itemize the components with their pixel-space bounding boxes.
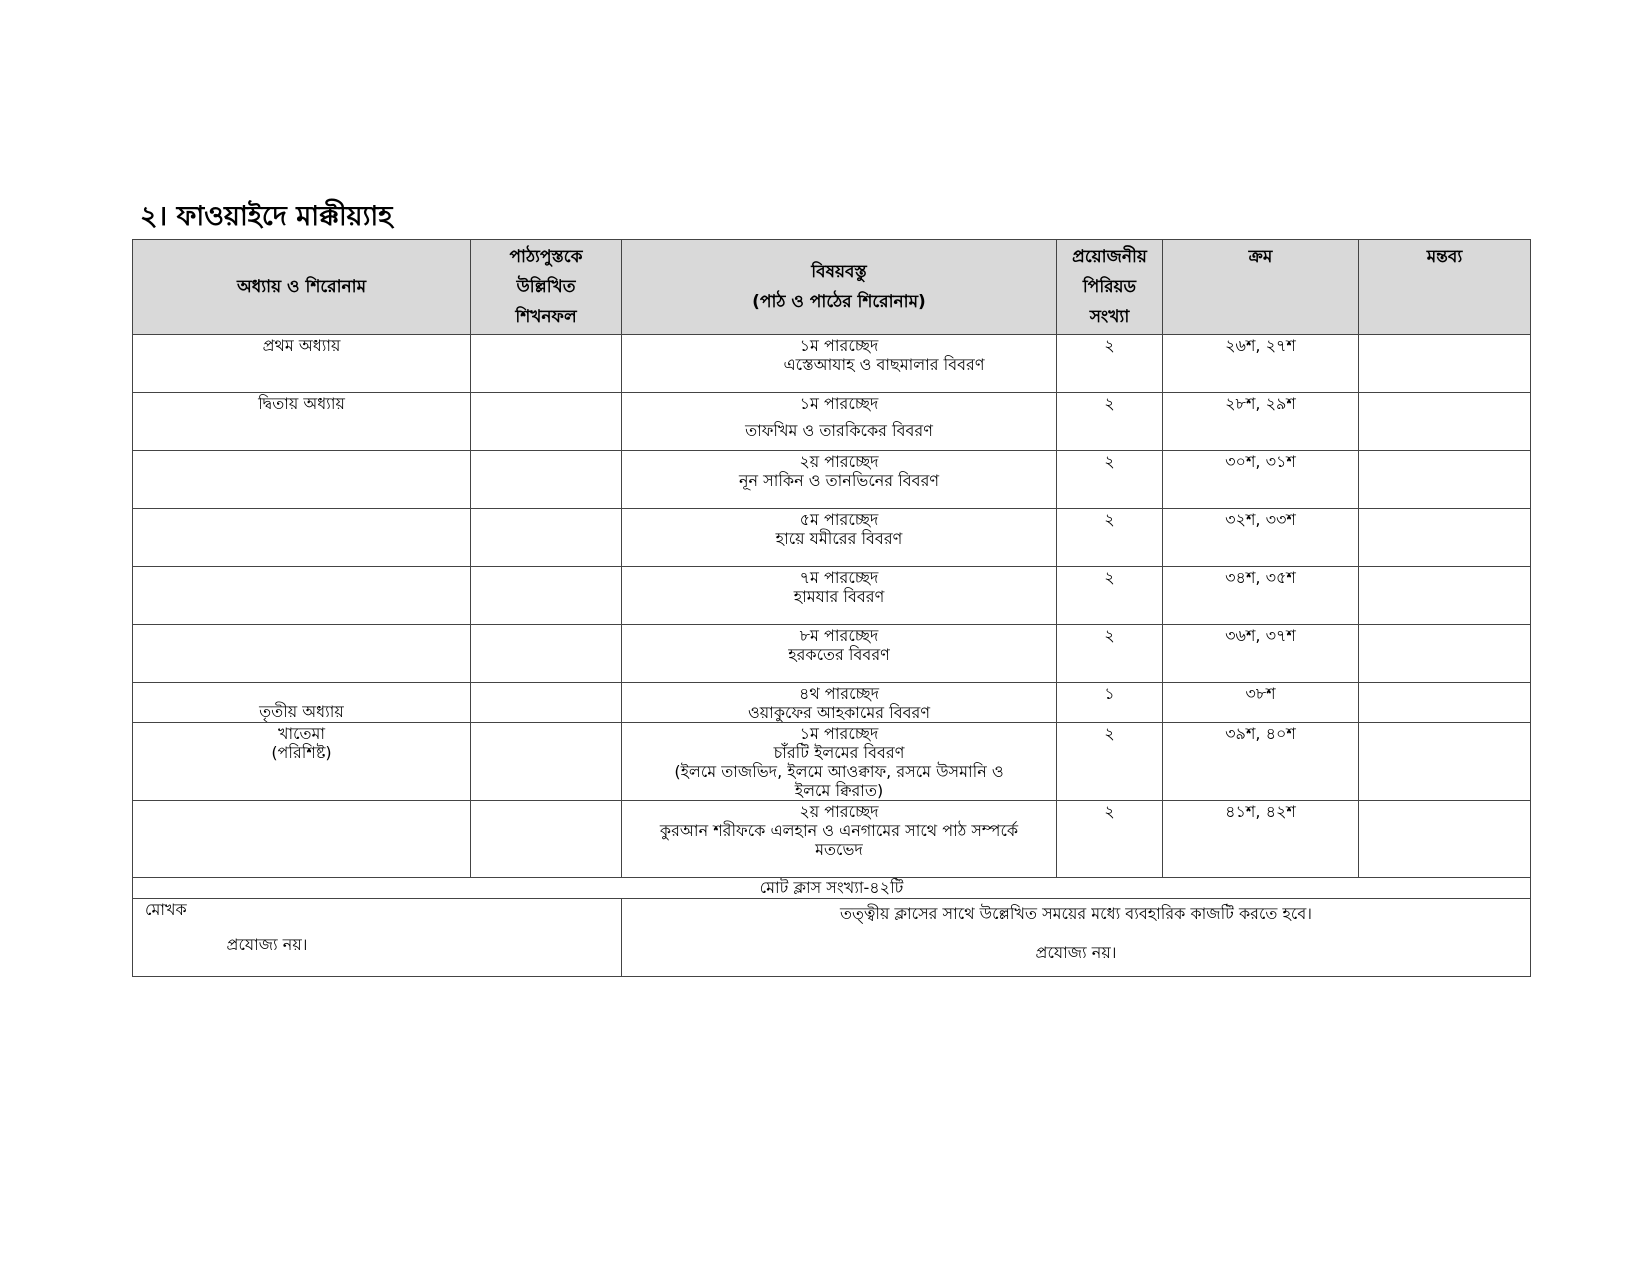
topic-label: তাফখিম ও তারকিকের বিবরণ (745, 421, 933, 440)
periods-cell: ২ (1057, 509, 1163, 567)
topic-label: নূন সাকিন ও তানভিনের বিবরণ (738, 471, 940, 490)
table-row (133, 625, 1531, 683)
periods-cell: ১ (1057, 683, 1163, 723)
table-header-row (133, 240, 1531, 335)
assessment-row (133, 899, 1531, 977)
lesson-label: ৭ম পারচ্ছেদ (799, 568, 879, 587)
remarks-cell (1359, 335, 1531, 393)
chapter-cell (133, 625, 471, 683)
header-remarks: মন্তব্য (1359, 240, 1531, 335)
practical-value: প্রযোজ্য নয়। (1035, 943, 1117, 962)
content-cell (622, 335, 1057, 393)
content-cell (622, 723, 1057, 801)
outcome-cell (471, 625, 622, 683)
practical-cell (622, 899, 1531, 977)
syllabus-table (132, 239, 1531, 977)
periods-cell: ২ (1057, 335, 1163, 393)
oral-value: প্রযোজ্য নয়। (226, 935, 308, 954)
periods-cell: ২ (1057, 801, 1163, 878)
sequence-cell: ৩৯শ, ৪০শ (1163, 723, 1359, 801)
sequence-cell: ২৬শ, ২৭শ (1163, 335, 1359, 393)
header-content: বিষয়বস্তু (পাঠ ও পাঠের শিরোনাম) (622, 240, 1057, 335)
remarks-cell (1359, 625, 1531, 683)
total-row (133, 878, 1531, 899)
outcome-cell (471, 509, 622, 567)
page-title: ২। ফাওয়াইদে মাক্কীয়্যাহ (140, 201, 393, 232)
sequence-cell: ৩০শ, ৩১শ (1163, 451, 1359, 509)
table-row (133, 393, 1531, 451)
lesson-label: ১ম পারচ্ছেদ (799, 724, 879, 743)
content-cell (622, 801, 1057, 878)
total-classes: মোট ক্লাস সংখ্যা-৪২টি (133, 878, 1531, 899)
header-learning-outcome: পাঠ্যপুস্তকে উল্লিখিত শিখনফল (471, 240, 622, 335)
remarks-cell (1359, 801, 1531, 878)
topic-label: কুরআন শরীফকে এলহান ও এনগামের সাথে পাঠ সম্পর্কে (659, 821, 1019, 840)
table-row (133, 335, 1531, 393)
table-row (133, 723, 1531, 801)
content-cell (622, 509, 1057, 567)
chapter-cell: প্রথম অধ্যায় (133, 335, 471, 393)
chapter-cell (133, 801, 471, 878)
topic-label: হামযার বিবরণ (793, 587, 885, 606)
header-periods: প্রয়োজনীয় পিরিয়ড সংখ্যা (1057, 240, 1163, 335)
remarks-cell (1359, 451, 1531, 509)
sequence-cell: ২৮শ, ২৯শ (1163, 393, 1359, 451)
lesson-label: ৮ম পারচ্ছেদ (799, 626, 879, 645)
sequence-cell: ৩২শ, ৩৩শ (1163, 509, 1359, 567)
oral-cell (133, 899, 622, 977)
content-cell (622, 451, 1057, 509)
sequence-cell: ৩৪শ, ৩৫শ (1163, 567, 1359, 625)
topic-label: চাঁরটি ইলমের বিবরণ (773, 743, 905, 762)
outcome-cell (471, 335, 622, 393)
remarks-cell (1359, 723, 1531, 801)
chapter-cell (133, 509, 471, 567)
topic-label: হরকতের বিবরণ (788, 645, 890, 664)
periods-cell: ২ (1057, 625, 1163, 683)
header-sequence: ক্রম (1163, 240, 1359, 335)
content-cell (622, 683, 1057, 723)
table-row (133, 451, 1531, 509)
content-cell (622, 393, 1057, 451)
table-row (133, 567, 1531, 625)
table-row (133, 801, 1531, 878)
chapter-cell (133, 451, 471, 509)
lesson-label: ৪থ পারচ্ছেদ (798, 684, 880, 703)
lesson-label: ১ম পারচ্ছেদ (799, 336, 879, 355)
periods-cell: ২ (1057, 567, 1163, 625)
sequence-cell: ৩৮শ (1163, 683, 1359, 723)
topic-label: এস্তেআযাহ ও বাছমালার বিবরণ (783, 355, 985, 374)
outcome-cell (471, 567, 622, 625)
chapter-cell: তৃতীয় অধ্যায় (133, 683, 471, 723)
sequence-cell: ৩৬শ, ৩৭শ (1163, 625, 1359, 683)
periods-cell: ২ (1057, 723, 1163, 801)
remarks-cell (1359, 393, 1531, 451)
lesson-label: ৫ম পারচ্ছেদ (799, 510, 879, 529)
lesson-label: ২য় পারচ্ছেদ (799, 452, 879, 471)
remarks-cell (1359, 567, 1531, 625)
periods-cell: ২ (1057, 451, 1163, 509)
practical-note: তত্ত্বীয় ক্লাসের সাথে উল্লেখিত সময়ের মধ্যে ব্যবহারিক কাজটি করতে হবে। (840, 904, 1312, 923)
remarks-cell (1359, 509, 1531, 567)
topic-label: হায়ে যমীরের বিবরণ (775, 529, 903, 548)
outcome-cell (471, 451, 622, 509)
topic-label: ইলমে ক্বিরাত) (794, 781, 884, 800)
lesson-label: ১ম পারচ্ছেদ (799, 394, 879, 413)
remarks-cell (1359, 683, 1531, 723)
oral-label: মোখক (145, 900, 187, 919)
topic-label: (ইলমে তাজভিদ, ইলমে আওক্বাফ, রসমে উসমানি ও (674, 762, 1004, 781)
sequence-cell: ৪১শ, ৪২শ (1163, 801, 1359, 878)
table-row (133, 683, 1531, 723)
content-cell (622, 625, 1057, 683)
content-cell (622, 567, 1057, 625)
outcome-cell (471, 683, 622, 723)
chapter-cell: খাতেমা (পরিশিষ্ট) (133, 723, 471, 801)
outcome-cell (471, 723, 622, 801)
chapter-cell: দ্বিতায় অধ্যায় (133, 393, 471, 451)
lesson-label: ২য় পারচ্ছেদ (799, 802, 879, 821)
outcome-cell (471, 801, 622, 878)
outcome-cell (471, 393, 622, 451)
topic-label: ওয়াকুফের আহকামের বিবরণ (747, 703, 930, 722)
topic-label: মতভেদ (815, 840, 863, 859)
chapter-cell (133, 567, 471, 625)
periods-cell: ২ (1057, 393, 1163, 451)
header-chapter: অধ্যায় ও শিরোনাম (133, 240, 471, 335)
table-row (133, 509, 1531, 567)
